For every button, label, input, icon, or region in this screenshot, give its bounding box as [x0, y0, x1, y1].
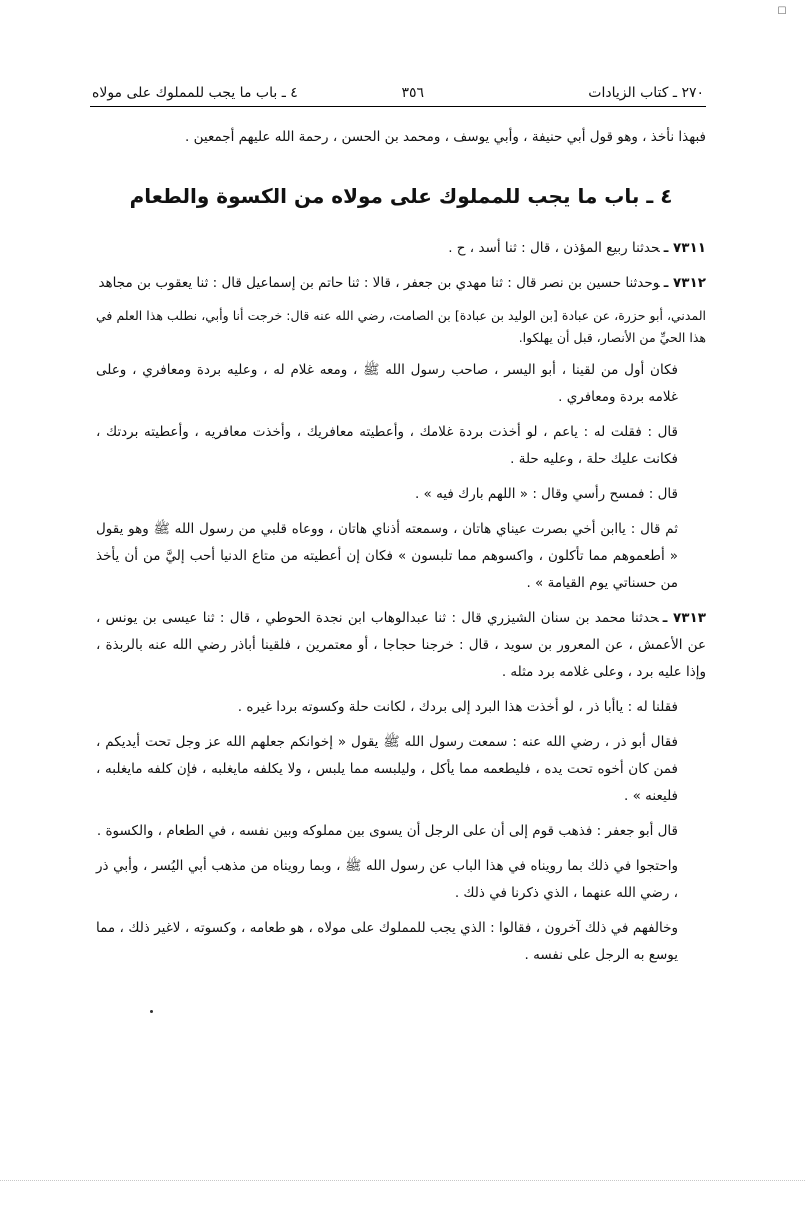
paragraph: واحتجوا في ذلك بما رويناه في هذا الباب عن رسول الله ﷺ ، وبما رويناه من مذهب أبي اليُسر ، وأبي ذر ، رضي الله عنهما ، الذي ذكرنا في ذلك .: [96, 858, 678, 901]
hadith-text: حدثنا محمد بن سنان الشيزري قال : ثنا عبدالوهاب ابن نجدة الحوطي ، قال : ثنا عيسى بن يونس ، عن الأعمش ، عن المعرور بن سويد ، قال : خرجنا حجاجا ، أو معتمرين ، فلقينا أباذر رضي الله عنه بالربذة ، وإذا عليه برد ، وعلى غلامه برد مثله .: [96, 610, 706, 680]
paragraph: فقال أبو ذر ، رضي الله عنه : سمعت رسول الله ﷺ يقول « إخوانكم جعلهم الله عز وجل تحت أيديكم ، فمن كان أخوه تحت يده ، فليطعمه مما يأكل ، وليلبسه مما يلبس ، ولا يكلفه مايغلبه ، فإن كلفه مايغلبه ، فليعنه » .: [96, 734, 678, 804]
hadith-text: حدثنا ربيع المؤذن ، قال : ثنا أسد ، ح .: [448, 240, 660, 256]
paragraph: وخالفهم في ذلك آخرون ، فقالوا : الذي يجب للمملوك على مولاه ، هو طعامه ، وكسوته ، لاغير ذلك ، مما يوسع به الرجل على نفسه .: [96, 920, 678, 963]
paragraph: قال : فقلت له : ياعم ، لو أخذت بردة غلامك ، وأعطيته معافريك ، وأخذت معافريه ، وأعطيته بردتك ، فكانت عليك حلة ، وعليه حلة .: [96, 424, 678, 467]
page-number: ٣٥٦: [401, 85, 424, 101]
chapter-title: ٤ ـ باب ما يجب للمملوك على مولاه من الكسوة والطعام: [129, 184, 673, 208]
hadith-text: وحدثنا حسين بن نصر قال : ثنا مهدي بن جعفر ، قالا : ثنا حاتم بن إسماعيل قال : ثنا يعقوب بن مجاهد: [98, 275, 660, 291]
corner-mark: ☐: [777, 6, 787, 17]
paragraph: ثم قال : ياابن أخي بصرت عيناي هاتان ، وسمعته أذناي هاتان ، ووعاه قلبي من رسول الله ﷺ وهو يقول « أطعموهم مما تأكلون ، واكسوهم مما تلبسون » فكان إن أعطيته من متاع الدنيا أحب إليَّ من أن يأخذ من حسناتي يوم القيامة » .: [96, 521, 678, 591]
hadith-number: ٧٣١١ ـ: [663, 240, 706, 256]
hadith-number: ٧٣١٣ ـ: [662, 610, 706, 626]
page-body: [96, 124, 706, 977]
paragraph: قال : فمسح رأسي وقال : « اللهم بارك فيه » .: [414, 486, 678, 502]
paragraph: فبهذا نأخذ ، وهو قول أبي حنيفة ، وأبي يوسف ، ومحمد بن الحسن ، رحمة الله عليهم أجمعين .: [185, 129, 706, 145]
running-header: [92, 82, 704, 104]
hadith-7311: [96, 235, 706, 262]
chain-continuation: المدني، أبو حزرة، عن عبادة [بن الوليد بن عبادة] بن الصامت، رضي الله عنه قال: خرجت أنا وأبي، نطلب هذا العلم في هذا الحيِّ من الأنصار، قبل أن يهلكوا.: [96, 308, 706, 345]
paragraph: فكان أول من لقينا ، أبو اليسر ، صاحب رسول الله ﷺ ، ومعه غلام له ، وعليه بردة ومعافري ، وعلى غلامه بردة ومعافري .: [96, 362, 678, 405]
paragraph: قال أبو جعفر : فذهب قوم إلى أن على الرجل أن يسوى بين مملوكه وبين نفسه ، في الطعام ، والكسوة .: [96, 823, 678, 839]
header-chapter-title: ٤ ـ باب ما يجب للمملوك على مولاه: [92, 85, 298, 101]
header-rule: [90, 106, 706, 107]
header-book-title: ٢٧٠ ـ كتاب الزيادات: [588, 85, 704, 101]
stray-dot: [150, 1010, 153, 1013]
hadith-number: ٧٣١٢ ـ: [663, 275, 706, 291]
scan-bottom-edge: [0, 1180, 805, 1181]
hadith-7313: [96, 605, 706, 686]
paragraph: فقلنا له : ياأبا ذر ، لو أخذت هذا البرد إلى بردك ، لكانت حلة وكسوته بردا غيره .: [237, 699, 678, 715]
hadith-7312: [96, 270, 706, 297]
